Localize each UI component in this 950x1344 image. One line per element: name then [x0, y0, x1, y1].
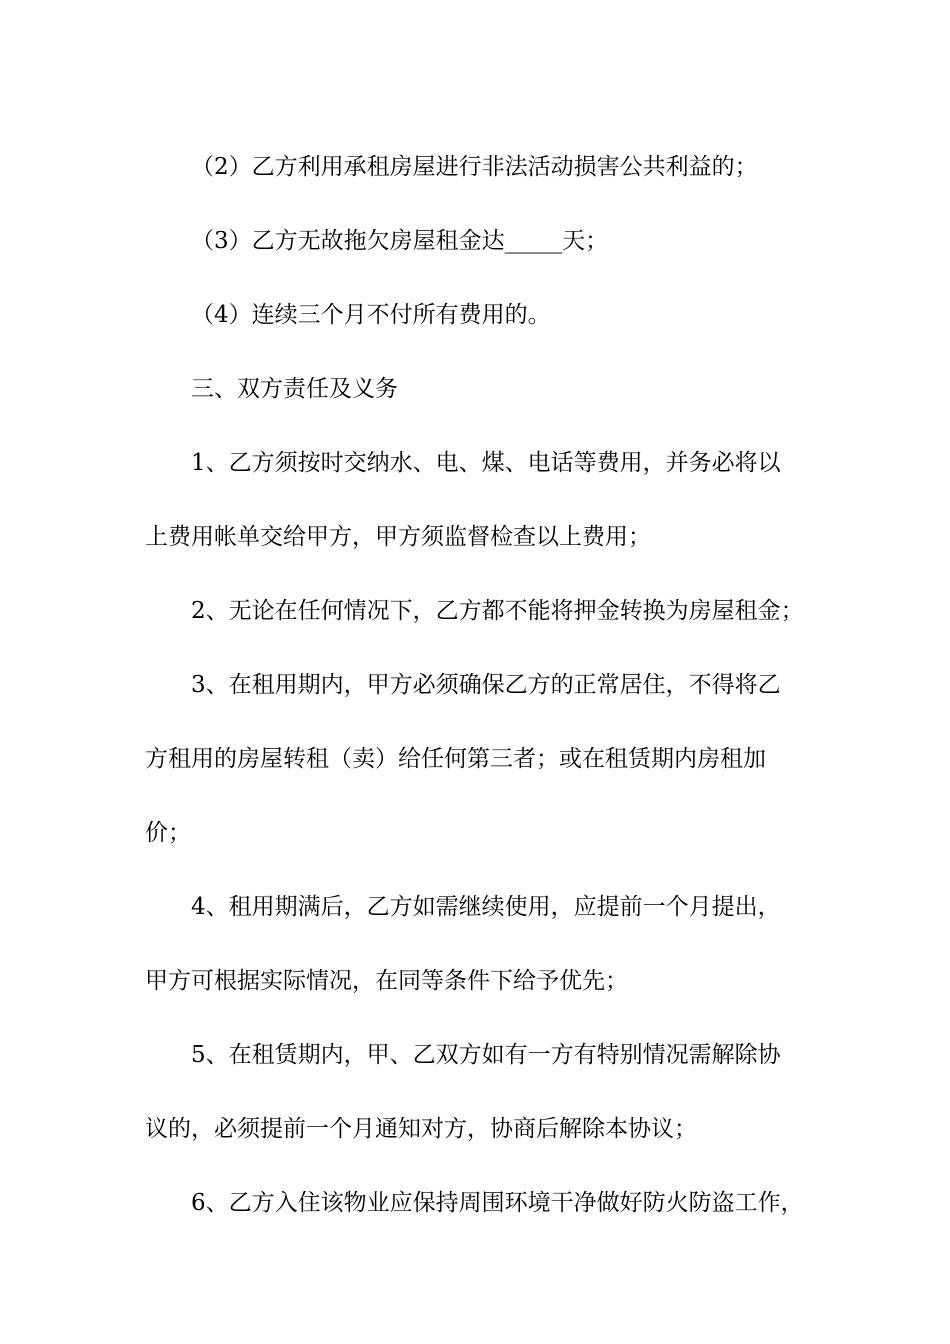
text-line: （2）乙方利用承租房屋进行非法活动损害公共利益的；: [191, 154, 758, 180]
text-line: 议的，必须提前一个月通知对方，协商后解除本协议；: [145, 1116, 697, 1142]
text-line: 3、在租用期内，甲方必须确保乙方的正常居住，不得将乙: [191, 672, 781, 698]
text-line: 5、在租赁期内，甲、乙双方如有一方有特别情况需解除协: [191, 1042, 781, 1068]
text-line: 上费用帐单交给甲方，甲方须监督检查以上费用；: [145, 524, 651, 550]
text-line: （4）连续三个月不付所有费用的。: [191, 302, 551, 328]
text-line: 方租用的房屋转租（卖）给任何第三者；或在租赁期内房租加: [145, 746, 766, 772]
text-line: 4、租用期满后，乙方如需继续使用，应提前一个月提出，: [191, 894, 781, 920]
text-line: 1、乙方须按时交纳水、电、煤、电话等费用，并务必将以: [191, 450, 781, 476]
text-line: 2、无论在任何情况下，乙方都不能将押金转换为房屋租金；: [191, 598, 804, 624]
text-line: 6、乙方入住该物业应保持周围环境干净做好防火防盗工作，: [191, 1190, 804, 1216]
section-heading: 三、双方责任及义务: [191, 376, 398, 402]
document-body: [145, 130, 835, 1240]
text-line: 甲方可根据实际情况，在同等条件下给予优先；: [145, 968, 628, 994]
text-line: （3）乙方无故拖欠房屋租金达_____天；: [191, 228, 609, 254]
text-line: 价；: [145, 820, 191, 846]
